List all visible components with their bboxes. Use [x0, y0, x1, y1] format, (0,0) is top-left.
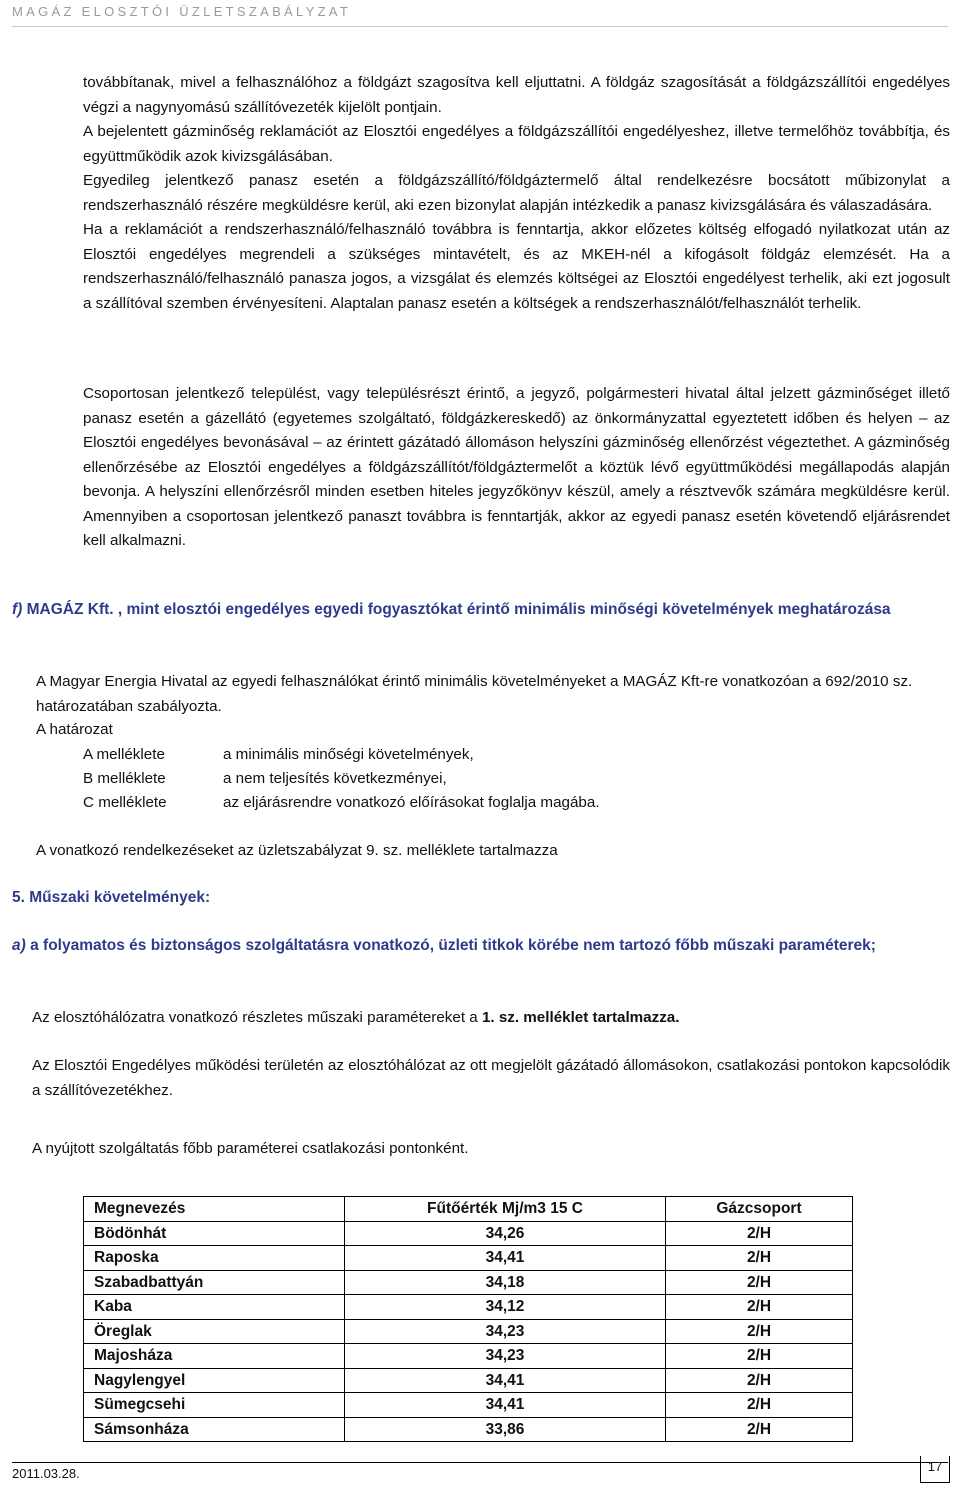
parameters-table: [83, 1196, 853, 1442]
annex-label: C melléklete: [83, 794, 167, 811]
cell-name: Nagylengyel: [84, 1368, 345, 1393]
header-gas-group: Gázcsoport: [666, 1197, 853, 1222]
body-block-1: [83, 71, 950, 316]
cell-value: 34,41: [345, 1368, 666, 1393]
paragraph-complaint-costs: Ha a reklamációt a rendszerhasználó/felhasználó továbbra is fenntartja, akkor előzetes költség elfogadó nyilatkozat után az Elosztói engedélyes megrendeli a szükséges mintavételt, és az MKEH-nél a kifogásolt földgáz elemzését. Ha a rendszerhasználó/felhasználó panasza jogos, a vizsgálat és elemzés költségei az Elosztói engedélyest terhelik, aki ezt jogosult a szállítóval szemben érvényesíteni. Alaptalan panasz esetén a költségek a rendszerhasználót/felhasználót terhelik.: [83, 221, 950, 312]
table-header-row: [84, 1197, 853, 1222]
cell-group: 2/H: [666, 1295, 853, 1320]
table-row: [84, 1221, 853, 1246]
cell-group: 2/H: [666, 1344, 853, 1369]
cell-name: Sümegcsehi: [84, 1393, 345, 1418]
table-row: [84, 1246, 853, 1271]
section-5a-prefix: a): [12, 937, 26, 954]
cell-value: 34,18: [345, 1270, 666, 1295]
section-5-params-intro: A nyújtott szolgáltatás főbb paraméterei csatlakozási pontonként.: [32, 1140, 469, 1157]
annex-row-c: [83, 791, 600, 816]
cell-name: Öreglak: [84, 1319, 345, 1344]
table-row: [84, 1417, 853, 1442]
cell-group: 2/H: [666, 1368, 853, 1393]
cell-value: 34,23: [345, 1319, 666, 1344]
section-5a-heading: [12, 934, 950, 959]
section-5-param-ref: [32, 1006, 679, 1031]
cell-name: Majosháza: [84, 1344, 345, 1369]
body-block-2: [83, 382, 950, 554]
cell-name: Kaba: [84, 1295, 345, 1320]
cell-value: 33,86: [345, 1417, 666, 1442]
annex-text: a minimális minőségi követelmények,: [223, 746, 474, 763]
cell-name: Szabadbattyán: [84, 1270, 345, 1295]
annex-label: A melléklete: [83, 746, 165, 763]
annex-text: a nem teljesítés következményei,: [223, 770, 447, 787]
cell-group: 2/H: [666, 1246, 853, 1271]
decision-label: A határozat: [36, 721, 113, 738]
table-row: [84, 1295, 853, 1320]
cell-group: 2/H: [666, 1221, 853, 1246]
cell-group: 2/H: [666, 1319, 853, 1344]
annex-row-b: [83, 767, 447, 792]
cell-name: Raposka: [84, 1246, 345, 1271]
param-ref-text: Az elosztóhálózatra vonatkozó részletes műszaki paramétereket a: [32, 1009, 482, 1026]
cell-value: 34,41: [345, 1393, 666, 1418]
header-divider: [12, 26, 948, 27]
cell-value: 34,23: [345, 1344, 666, 1369]
section-5-connection: Az Elosztói Engedélyes működési területén az elosztóhálózat az ott megjelölt gázátadó állomásokon, csatlakozási pontokon kapcsolódik a szállítóvezetékhez.: [32, 1057, 950, 1099]
footer-divider: [12, 1462, 948, 1463]
table-row: [84, 1319, 853, 1344]
paragraph-odorization: továbbítanak, mivel a felhasználóhoz a földgázt szagosítva kell eljuttatni. A földgáz szagosítását a földgázszállítói engedélyes végzi a nagynyomású szállítóvezeték kijelölt pontjain.: [83, 74, 950, 116]
cell-value: 34,12: [345, 1295, 666, 1320]
paragraph-reclamation-forward: A bejelentett gázminőség reklamációt az Elosztói engedélyes a földgázszállítói engedélyeshez, illetve termelőhöz továbbítja, és együttműködik azok kivizsgálásában.: [83, 123, 950, 165]
running-header: MAGÁZ ELOSZTÓI ÜZLETSZABÁLYZAT: [12, 4, 352, 19]
cell-name: Bödönhát: [84, 1221, 345, 1246]
table-row: [84, 1368, 853, 1393]
cell-group: 2/H: [666, 1417, 853, 1442]
cell-value: 34,26: [345, 1221, 666, 1246]
section-5-heading: 5. Műszaki követelmények:: [12, 889, 211, 906]
header-name: Megnevezés: [84, 1197, 345, 1222]
section-5a-title: a folyamatos és biztonságos szolgáltatásra vonatkozó, üzleti titkok körébe nem tartozó főbb műszaki paraméterek;: [25, 937, 876, 954]
annex-text: az eljárásrendre vonatkozó előírásokat foglalja magába.: [223, 794, 600, 811]
page-number: 17: [920, 1456, 950, 1483]
section-f-intro: A Magyar Energia Hivatal az egyedi felhasználókat érintő minimális követelményeket a MAGÁZ Kft-re vonatkozóan a 692/2010 sz. határozatában szabályozta.: [36, 673, 913, 715]
section-f-title: MAGÁZ Kft. , mint elosztói engedélyes egyedi fogyasztókat érintő minimális minőségi követelmények meghatározása: [22, 601, 891, 618]
param-ref-annex: 1. sz. melléklet tartalmazza.: [481, 1009, 680, 1026]
cell-group: 2/H: [666, 1393, 853, 1418]
section-f-closing: A vonatkozó rendelkezéseket az üzletszabályzat 9. sz. melléklete tartalmazza: [36, 842, 558, 859]
header-heating-value: Fűtőérték Mj/m3 15 C: [345, 1197, 666, 1222]
table-row: [84, 1270, 853, 1295]
paragraph-individual-complaint: Egyedileg jelentkező panasz esetén a földgázszállító/földgáztermelő által rendelkezésre bocsátott műbizonylat a rendszerhasználó részére megküldésre kerül, aki ezen bizonylat alapján intézkedik a panasz kivizsgálására és válaszadására.: [83, 172, 950, 214]
table-row: [84, 1393, 853, 1418]
table-row: [84, 1344, 853, 1369]
cell-value: 34,41: [345, 1246, 666, 1271]
footer-date: 2011.03.28.: [12, 1466, 80, 1481]
annex-row-a: [83, 743, 474, 768]
annex-label: B melléklete: [83, 770, 166, 787]
section-f-prefix: f): [12, 601, 23, 618]
section-f-heading: [12, 598, 950, 623]
cell-group: 2/H: [666, 1270, 853, 1295]
cell-name: Sámsonháza: [84, 1417, 345, 1442]
paragraph-group-complaint: Csoportosan jelentkező települést, vagy településrészt érintő, a jegyző, polgármesteri hivatal által jelzett gázminőséget illető panasz esetén a gázellátó (egyetemes szolgáltató, földgázkereskedő) az önkormányzattal egyeztetett időben és helyen – az Elosztói engedélyes bevonásával – az érintett gázátadó állomáson helyszíni gázminőség ellenőrzést végeztethet. A gázminőség ellenőrzésébe az Elosztói engedélyes a földgázszállítót/földgáztermelőt a köztük lévő együttműködési megállapodás alapján bevonja. A helyszíni ellenőrzésről minden esetben hiteles jegyzőkönyv készül, amely a résztvevők számára megküldésre kerül. Amennyiben a csoportosan jelentkező panaszt továbbra is fenntartják, akkor az egyedi panasz esetén követendő eljárásrendet kell alkalmazni.: [83, 385, 950, 549]
